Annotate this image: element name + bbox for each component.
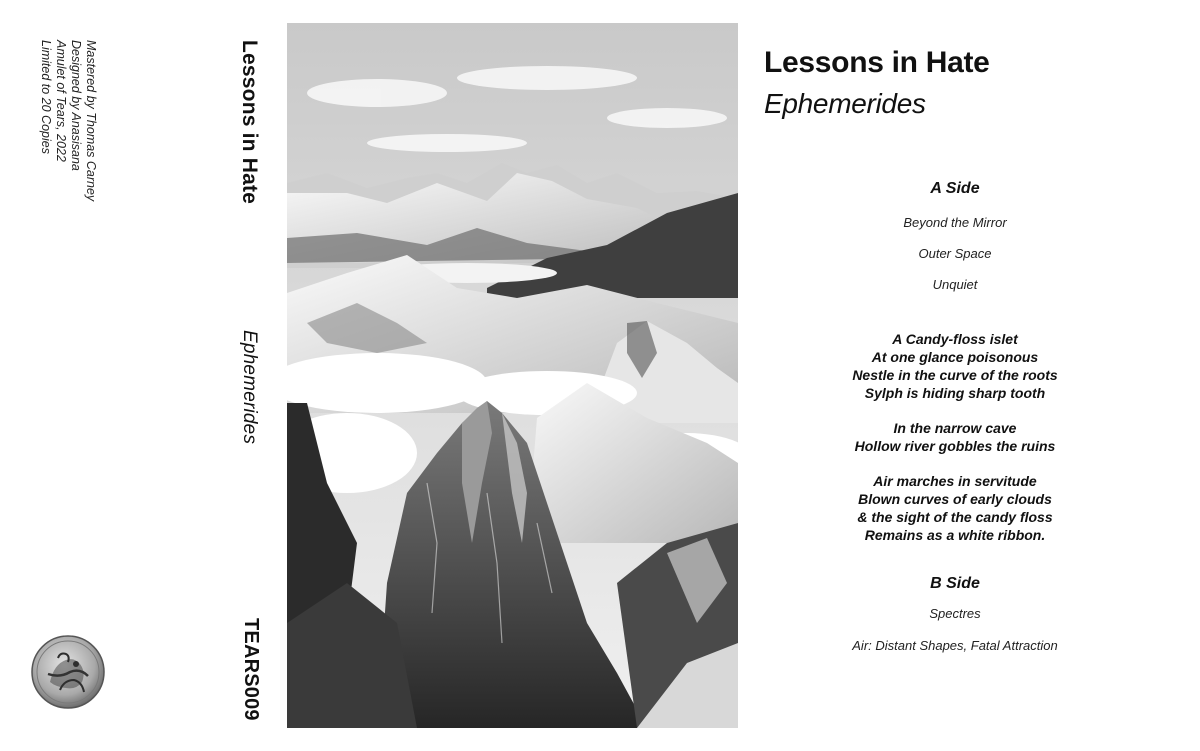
tracklist-panel <box>745 0 1200 751</box>
credits-block <box>28 40 98 260</box>
side-b-heading: B Side <box>930 575 980 592</box>
track-list-item: Beyond the Mirror <box>903 215 1007 230</box>
credit-mastered: Mastered by Thomas Carney <box>84 40 98 202</box>
credit-limited: Limited to 20 Copies <box>39 40 53 154</box>
mountain-photo <box>287 23 738 728</box>
credit-designed: Designed by Anasisana <box>69 40 83 171</box>
lyrics-stanza-1: A Candy-floss islet At one glance poisonous Nestle in the curve of the roots Sylph is hiding sharp tooth <box>852 331 1058 401</box>
track-list-item: Air: Distant Shapes, Fatal Attraction <box>852 638 1058 653</box>
lyrics-stanza-3: Air marches in servitude Blown curves of early clouds & the sight of the candy floss Remains as a white ribbon. <box>857 473 1053 543</box>
side-a-heading: A Side <box>930 180 980 197</box>
album-title: Ephemerides <box>764 88 926 119</box>
spine-artist: Lessons in Hate <box>238 40 261 205</box>
track-list-item: Unquiet <box>932 277 978 292</box>
label-logo-icon <box>30 634 106 710</box>
track-list-item: Outer Space <box>918 246 992 261</box>
credit-label-year: Amulet of Tears, 2022 <box>54 40 68 162</box>
track-list-item: Spectres <box>929 606 981 621</box>
lyrics-stanza-2: In the narrow cave Hollow river gobbles the ruins <box>854 420 1056 454</box>
band-name: Lessons in Hate <box>764 46 990 79</box>
spine-catalog-number: TEARS009 <box>240 618 262 721</box>
spine-album: Ephemerides <box>239 330 260 445</box>
